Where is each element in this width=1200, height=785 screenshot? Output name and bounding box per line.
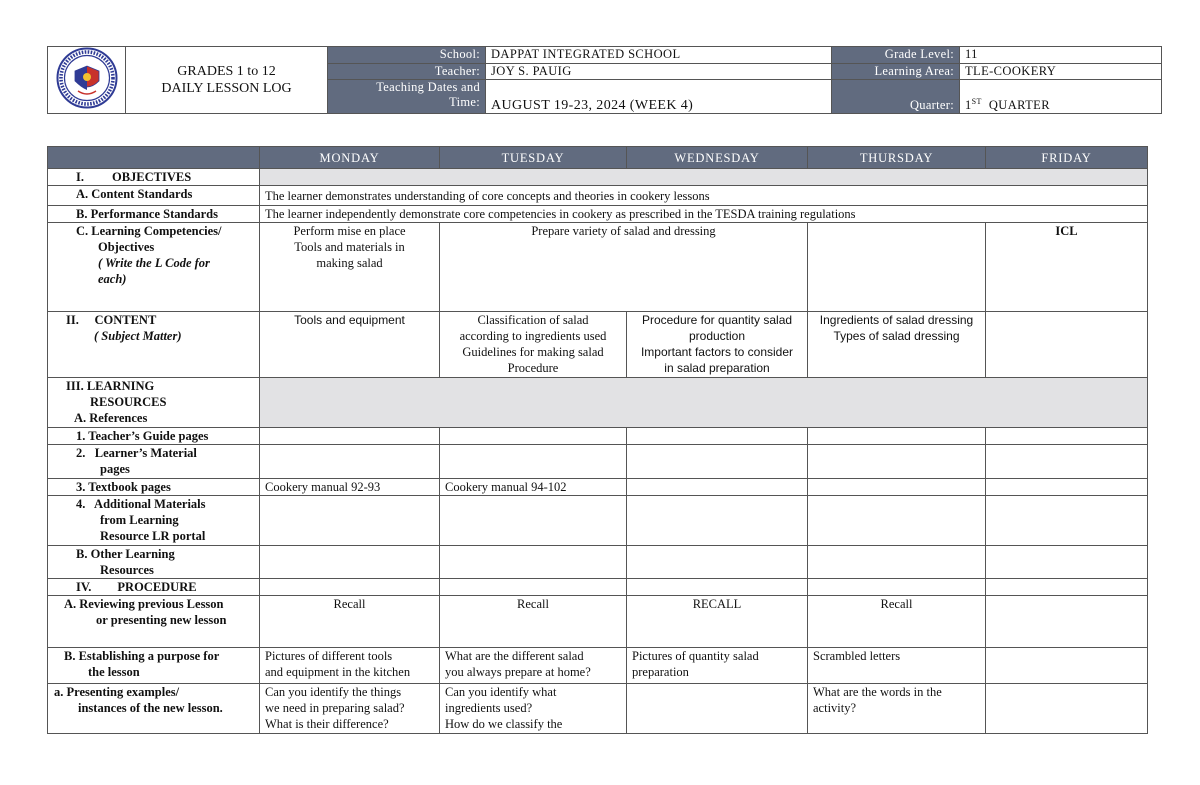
content-standards-label: A. Content Standards bbox=[48, 186, 260, 206]
teaching-dates-label-line-2: Time: bbox=[449, 95, 480, 110]
presenting-examples-row bbox=[48, 684, 1148, 734]
additional-materials-wednesday bbox=[627, 496, 808, 546]
performance-standards-label: B. Performance Standards bbox=[48, 206, 260, 223]
content-friday bbox=[986, 312, 1148, 378]
examples-tuesday: Can you identify what ingredients used? How do we classify the bbox=[440, 684, 627, 734]
day-header-tuesday: TUESDAY bbox=[440, 147, 627, 169]
presenting-examples-line-2: instances of the new lesson. bbox=[78, 701, 223, 715]
learners-material-line-1: 2. Learner’s Material bbox=[76, 446, 197, 460]
review-friday bbox=[986, 596, 1148, 648]
establishing-purpose-line-2: the lesson bbox=[88, 665, 140, 679]
objectives-section-fill bbox=[260, 169, 1148, 186]
textbook-tuesday: Cookery manual 94-102 bbox=[440, 479, 627, 496]
presenting-examples-label bbox=[48, 684, 260, 734]
procedure-number: IV. bbox=[76, 580, 92, 594]
learning-area-value: TLE-COOKERY bbox=[960, 64, 1162, 80]
textbook-friday bbox=[986, 479, 1148, 496]
review-wednesday: RECALL bbox=[627, 596, 808, 648]
additional-materials-line-3: Resource LR portal bbox=[100, 529, 206, 543]
learning-competencies-label bbox=[48, 223, 260, 312]
additional-materials-line-2: from Learning bbox=[100, 513, 179, 527]
teaching-dates-label bbox=[328, 80, 486, 114]
competency-label-line-4: each) bbox=[98, 272, 127, 286]
other-resources-line-2: Resources bbox=[100, 563, 154, 577]
content-label-line-1: II. CONTENT bbox=[66, 313, 157, 327]
learning-resources-heading-row bbox=[48, 378, 1148, 428]
procedure-thursday bbox=[808, 579, 986, 596]
reviewing-lesson-line-2: or presenting new lesson bbox=[96, 613, 227, 627]
teacher-value: JOY S. PAUIG bbox=[486, 64, 832, 80]
presenting-examples-line-1: a. Presenting examples/ bbox=[54, 685, 180, 699]
additional-materials-friday bbox=[986, 496, 1148, 546]
additional-materials-monday bbox=[260, 496, 440, 546]
other-resources-line-1: B. Other Learning bbox=[76, 547, 175, 561]
title-line-2: DAILY LESSON LOG bbox=[161, 81, 292, 96]
reviewing-lesson-row bbox=[48, 596, 1148, 648]
resources-heading-line-2: RESOURCES bbox=[90, 395, 167, 409]
quarter-suffix: ST bbox=[971, 96, 982, 106]
establishing-purpose-label bbox=[48, 648, 260, 684]
teachers-guide-thursday bbox=[808, 428, 986, 445]
teaching-dates-value: AUGUST 19-23, 2024 (WEEK 4) bbox=[486, 80, 832, 114]
learning-resources-heading bbox=[48, 378, 260, 428]
textbook-monday: Cookery manual 92-93 bbox=[260, 479, 440, 496]
purpose-tuesday: What are the different salad you always prepare at home? bbox=[440, 648, 627, 684]
procedure-heading-row bbox=[48, 579, 1148, 596]
content-standards-value: The learner demonstrates understanding of core concepts and theories in cookery lessons bbox=[260, 186, 1148, 206]
learning-competencies-row bbox=[48, 223, 1148, 312]
examples-thursday: What are the words in the activity? bbox=[808, 684, 986, 734]
school-value: DAPPAT INTEGRATED SCHOOL bbox=[486, 47, 832, 64]
daily-lesson-log-table bbox=[47, 146, 1148, 734]
title-line-1: GRADES 1 to 12 bbox=[177, 64, 276, 79]
review-tuesday: Recall bbox=[440, 596, 627, 648]
purpose-thursday: Scrambled letters bbox=[808, 648, 986, 684]
log-title bbox=[126, 47, 328, 114]
quarter-value bbox=[960, 80, 1162, 114]
teachers-guide-wednesday bbox=[627, 428, 808, 445]
logo-cell bbox=[48, 47, 126, 114]
school-label: School: bbox=[328, 47, 486, 64]
learners-material-friday bbox=[986, 445, 1148, 479]
teachers-guide-label: 1. Teacher’s Guide pages bbox=[48, 428, 260, 445]
procedure-wednesday bbox=[627, 579, 808, 596]
competency-thursday bbox=[808, 223, 986, 312]
day-header-thursday: THURSDAY bbox=[808, 147, 986, 169]
reviewing-lesson-line-1: A. Reviewing previous Lesson bbox=[64, 597, 224, 611]
additional-materials-row bbox=[48, 496, 1148, 546]
day-header-wednesday: WEDNESDAY bbox=[627, 147, 808, 169]
objectives-number: I. bbox=[76, 170, 84, 184]
header-table bbox=[47, 46, 1162, 114]
examples-monday: Can you identify the things we need in preparing salad? What is their difference? bbox=[260, 684, 440, 734]
learners-material-line-2: pages bbox=[100, 462, 130, 476]
resources-heading-line-1: III. LEARNING bbox=[66, 379, 155, 393]
textbook-wednesday bbox=[627, 479, 808, 496]
quarter-text: QUARTER bbox=[988, 98, 1050, 112]
references-label: A. References bbox=[74, 411, 148, 425]
purpose-friday bbox=[986, 648, 1148, 684]
teachers-guide-monday bbox=[260, 428, 440, 445]
examples-friday bbox=[986, 684, 1148, 734]
learners-material-monday bbox=[260, 445, 440, 479]
learners-material-wednesday bbox=[627, 445, 808, 479]
competency-label-line-2: Objectives bbox=[98, 240, 155, 254]
learners-material-row bbox=[48, 445, 1148, 479]
additional-materials-line-1: 4. Additional Materials bbox=[76, 497, 206, 511]
performance-standards-row bbox=[48, 206, 1148, 223]
additional-materials-tuesday bbox=[440, 496, 627, 546]
examples-wednesday bbox=[627, 684, 808, 734]
other-resources-monday bbox=[260, 546, 440, 579]
learners-material-tuesday bbox=[440, 445, 627, 479]
textbook-thursday bbox=[808, 479, 986, 496]
teachers-guide-friday bbox=[986, 428, 1148, 445]
day-header-row bbox=[48, 147, 1148, 169]
day-header-blank bbox=[48, 147, 260, 169]
competency-label-line-1: C. Learning Competencies/ bbox=[76, 224, 222, 238]
procedure-friday bbox=[986, 579, 1148, 596]
objectives-title: OBJECTIVES bbox=[112, 170, 192, 184]
content-label bbox=[48, 312, 260, 378]
content-row bbox=[48, 312, 1148, 378]
additional-materials-thursday bbox=[808, 496, 986, 546]
content-label-line-2: ( Subject Matter) bbox=[94, 329, 182, 343]
review-monday: Recall bbox=[260, 596, 440, 648]
review-thursday: Recall bbox=[808, 596, 986, 648]
reviewing-lesson-label bbox=[48, 596, 260, 648]
objectives-heading-row bbox=[48, 169, 1148, 186]
other-resources-label bbox=[48, 546, 260, 579]
purpose-wednesday: Pictures of quantity salad preparation bbox=[627, 648, 808, 684]
day-header-friday: FRIDAY bbox=[986, 147, 1148, 169]
competency-monday: Perform mise en place Tools and materials in making salad bbox=[260, 223, 440, 312]
content-monday: Tools and equipment bbox=[260, 312, 440, 378]
grade-level-label: Grade Level: bbox=[832, 47, 960, 64]
content-thursday: Ingredients of salad dressing Types of salad dressing bbox=[808, 312, 986, 378]
procedure-heading bbox=[48, 579, 260, 596]
teachers-guide-row bbox=[48, 428, 1148, 445]
teachers-guide-tuesday bbox=[440, 428, 627, 445]
other-resources-tuesday bbox=[440, 546, 627, 579]
deped-seal-icon bbox=[56, 47, 118, 109]
competency-tuesday-wednesday: Prepare variety of salad and dressing bbox=[440, 223, 808, 312]
learners-material-label bbox=[48, 445, 260, 479]
other-resources-wednesday bbox=[627, 546, 808, 579]
quarter-number: 1 bbox=[965, 98, 972, 112]
other-resources-thursday bbox=[808, 546, 986, 579]
competency-friday: ICL bbox=[986, 223, 1148, 312]
day-header-monday: MONDAY bbox=[260, 147, 440, 169]
procedure-tuesday bbox=[440, 579, 627, 596]
competency-label-line-3: ( Write the L Code for bbox=[98, 256, 210, 270]
textbook-row bbox=[48, 479, 1148, 496]
quarter-label: Quarter: bbox=[832, 80, 960, 114]
performance-standards-value: The learner independently demonstrate core competencies in cookery as prescribed in the TESDA training regulations bbox=[260, 206, 1148, 223]
establishing-purpose-line-1: B. Establishing a purpose for bbox=[64, 649, 220, 663]
textbook-label: 3. Textbook pages bbox=[48, 479, 260, 496]
content-standards-row bbox=[48, 186, 1148, 206]
other-resources-friday bbox=[986, 546, 1148, 579]
other-resources-row bbox=[48, 546, 1148, 579]
purpose-monday: Pictures of different tools and equipment in the kitchen bbox=[260, 648, 440, 684]
resources-section-fill bbox=[260, 378, 1148, 428]
content-tuesday: Classification of salad according to ingredients used Guidelines for making salad Procedure bbox=[440, 312, 627, 378]
establishing-purpose-row bbox=[48, 648, 1148, 684]
learning-area-label: Learning Area: bbox=[832, 64, 960, 80]
procedure-title: PROCEDURE bbox=[117, 580, 197, 594]
learners-material-thursday bbox=[808, 445, 986, 479]
content-wednesday: Procedure for quantity salad production Important factors to consider in salad preparation bbox=[627, 312, 808, 378]
teacher-label: Teacher: bbox=[328, 64, 486, 80]
additional-materials-label bbox=[48, 496, 260, 546]
objectives-heading bbox=[48, 169, 260, 186]
procedure-monday bbox=[260, 579, 440, 596]
grade-level-value: 11 bbox=[960, 47, 1162, 64]
teaching-dates-label-line-1: Teaching Dates and bbox=[376, 80, 480, 95]
